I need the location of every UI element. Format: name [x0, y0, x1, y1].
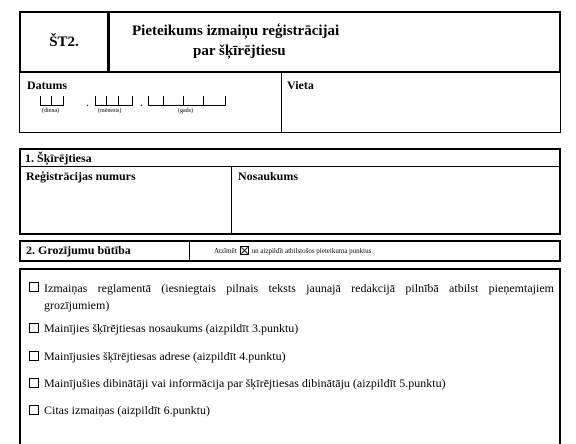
- checkbox-icon[interactable]: [29, 405, 39, 415]
- month-hint: (mēnesis): [98, 108, 122, 114]
- checkbox-icon[interactable]: [29, 323, 39, 333]
- option-label: Mainījušies dibinātāji vai informācija par šķīrējtiesas dibinātāju (aizpildīt 5.punktu): [44, 376, 446, 390]
- year-digit-4[interactable]: [204, 96, 226, 106]
- month-digit-2[interactable]: [107, 96, 119, 106]
- section1-title: 1. Šķīrējtiesa: [21, 150, 559, 167]
- option-founders-change[interactable]: [29, 376, 446, 391]
- date-label: Datums: [27, 78, 68, 92]
- option-name-change[interactable]: [29, 321, 298, 336]
- year-digit-3[interactable]: [184, 96, 204, 106]
- name-field[interactable]: [233, 185, 559, 232]
- checkbox-icon[interactable]: [29, 351, 39, 361]
- checkbox-icon[interactable]: [29, 378, 39, 388]
- date-separator: .: [86, 95, 89, 109]
- day-hint: (diena): [42, 108, 59, 114]
- name-label: Nosaukums: [238, 169, 299, 183]
- option-label: Mainījies šķīrējtiesas nosaukums (aizpildīt 3.punktu): [44, 321, 299, 335]
- month-digit-1[interactable]: [95, 96, 107, 106]
- year-digit-2[interactable]: [164, 96, 184, 106]
- reg-number-field[interactable]: [22, 185, 230, 232]
- form-title-line2: par šķīrējtiesu: [193, 43, 286, 59]
- day-digit-2[interactable]: [52, 96, 64, 106]
- section1-divider: [231, 167, 232, 233]
- date-place-divider: [281, 73, 282, 133]
- form-code: [19, 11, 109, 73]
- form-title-box: [108, 11, 561, 73]
- section2-divider: [189, 242, 190, 260]
- place-label: Vieta: [287, 78, 314, 92]
- day-digit-1[interactable]: [40, 96, 52, 106]
- option-label: Citas izmaiņas (aizpildīt 6.punktu): [44, 403, 210, 417]
- option-regulations[interactable]: [29, 280, 554, 314]
- checked-box-icon: [240, 246, 249, 255]
- month-digit-3[interactable]: [119, 96, 133, 106]
- option-other-change[interactable]: [29, 403, 210, 418]
- checkbox-icon[interactable]: [29, 282, 39, 292]
- form-title-line1: Pieteikums izmaiņu reģistrācijai: [132, 23, 340, 39]
- option-label: Mainījusies šķīrējtiesas adrese (aizpildīt 4.punktu): [44, 349, 286, 363]
- date-separator: .: [140, 95, 143, 109]
- option-address-change[interactable]: [29, 349, 286, 364]
- mark-note-before: Atzīmēt: [214, 246, 237, 255]
- section2-title: 2. Grozījumu būtība: [26, 243, 131, 257]
- reg-number-label: Reģistrācijas numurs: [26, 169, 136, 183]
- year-digit-1[interactable]: [148, 96, 164, 106]
- form-code-text: ŠT2.: [49, 33, 79, 50]
- year-hint: (gads): [178, 108, 193, 114]
- mark-note-after: un aizpildīt atbilstošos pieteikuma punktus: [251, 246, 372, 255]
- mark-note: [214, 246, 371, 255]
- option-label: Izmaiņas reglamentā (iesniegtais pilnais teksts jaunajā redakcijā pilnībā atbilst pieņemtajiem grozījumiem): [44, 281, 554, 312]
